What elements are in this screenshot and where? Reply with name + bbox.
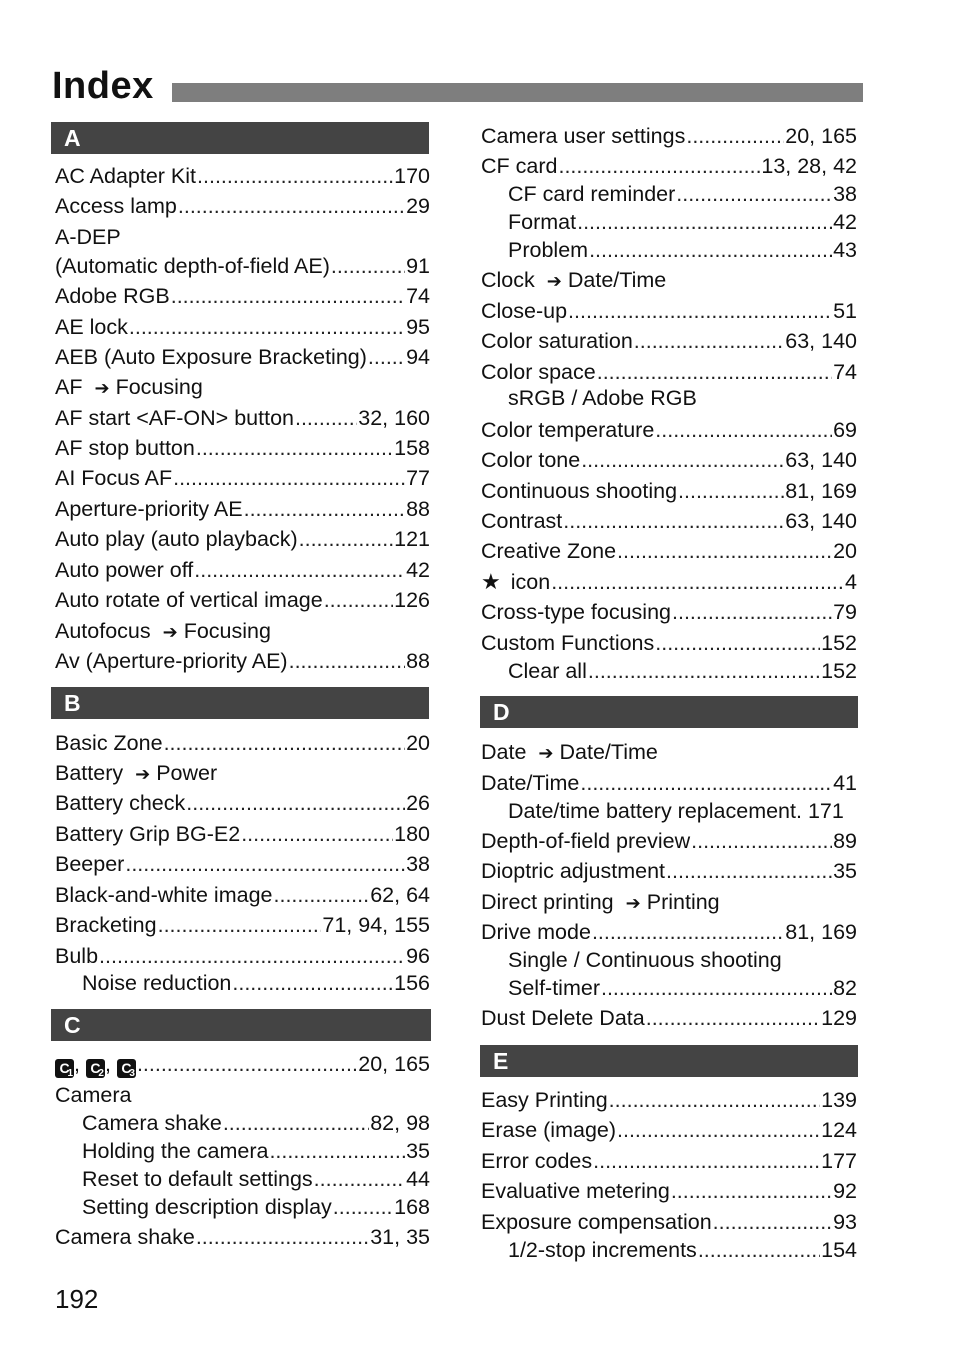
index-entry: Evaluative metering ..... 92 bbox=[481, 1178, 857, 1204]
index-entry: Camera shake ..... 31, 35 bbox=[55, 1224, 430, 1250]
index-entry-c-modes: C 1 , C 2 , C 3 ..... 20, 165 bbox=[55, 1051, 430, 1077]
index-entry: Clock ➔ Date/Time bbox=[481, 268, 667, 292]
index-entry: Camera bbox=[55, 1083, 132, 1107]
index-entry: AF ➔ Focusing bbox=[55, 375, 203, 399]
index-subentry: Reset to default settings ..... 44 bbox=[82, 1166, 430, 1192]
index-entry: Bracketing ..... 71, 94, 155 bbox=[55, 912, 430, 938]
index-entry: Color space ..... 74 bbox=[481, 359, 857, 385]
index-entry: CF card ..... 13, 28, 42 bbox=[481, 153, 857, 179]
index-entry: Dioptric adjustment ..... 35 bbox=[481, 858, 857, 884]
index-entry: AEB (Auto Exposure Bracketing) ..... 94 bbox=[55, 344, 430, 370]
index-subentry: 1/2-stop increments ..... 154 bbox=[508, 1237, 857, 1263]
index-entry: AC Adapter Kit ..... 170 bbox=[55, 163, 430, 189]
index-entry: Error codes ..... 177 bbox=[481, 1148, 857, 1174]
index-subentry: CF card reminder ..... 38 bbox=[508, 181, 857, 207]
section-header-e: E bbox=[480, 1045, 858, 1077]
index-entry: Battery check ..... 26 bbox=[55, 790, 430, 816]
index-subentry: Single / Continuous shooting bbox=[508, 948, 782, 972]
arrow-right-icon: ➔ bbox=[162, 622, 178, 642]
index-subentry: Problem ..... 43 bbox=[508, 237, 857, 263]
index-entry: Auto power off ..... 42 bbox=[55, 557, 430, 583]
index-entry: A-DEP bbox=[55, 225, 121, 249]
index-entry: Erase (image) ..... 124 bbox=[481, 1117, 857, 1143]
index-entry: AE lock ..... 95 bbox=[55, 314, 430, 340]
index-subentry: Setting description display ..... 168 bbox=[82, 1194, 430, 1220]
index-entry: ★ icon ..... 4 bbox=[481, 569, 857, 595]
index-entry: Bulb ..... 96 bbox=[55, 943, 430, 969]
page-title: Index bbox=[52, 65, 154, 107]
section-header-a: A bbox=[51, 122, 429, 154]
index-entry: Access lamp ..... 29 bbox=[55, 193, 430, 219]
custom-mode-icon: C 2 bbox=[86, 1059, 105, 1078]
index-entry: Direct printing ➔ Printing bbox=[481, 890, 720, 914]
index-entry: Battery ➔ Power bbox=[55, 761, 218, 785]
custom-mode-icon: C 3 bbox=[117, 1059, 136, 1078]
page-number: 192 bbox=[55, 1284, 99, 1314]
index-entry: Date/Time ..... 41 bbox=[481, 770, 857, 796]
index-entry: Easy Printing ..... 139 bbox=[481, 1087, 857, 1113]
index-entry: Adobe RGB ..... 74 bbox=[55, 283, 430, 309]
index-entry: Av (Aperture-priority AE) ..... 88 bbox=[55, 648, 430, 674]
section-header-d: D bbox=[480, 696, 858, 728]
index-entry: AF start <AF-ON> button ..... 32, 160 bbox=[55, 405, 430, 431]
index-entry: Custom Functions ..... 152 bbox=[481, 630, 857, 656]
section-header-b: B bbox=[51, 687, 429, 719]
section-header-c: C bbox=[51, 1009, 431, 1041]
index-entry: Color saturation ..... 63, 140 bbox=[481, 328, 857, 354]
index-entry: Dust Delete Data ..... 129 bbox=[481, 1005, 857, 1031]
index-entry: Autofocus ➔ Focusing bbox=[55, 619, 271, 643]
index-entry: Color tone ..... 63, 140 bbox=[481, 447, 857, 473]
index-subentry: Holding the camera ..... 35 bbox=[82, 1138, 430, 1164]
index-subentry: Clear all ..... 152 bbox=[508, 658, 857, 684]
index-entry: Contrast ..... 63, 140 bbox=[481, 508, 857, 534]
arrow-right-icon: ➔ bbox=[94, 378, 110, 398]
index-entry: Date ➔ Date/Time bbox=[481, 740, 658, 764]
index-entry: Cross-type focusing ..... 79 bbox=[481, 599, 857, 625]
arrow-right-icon: ➔ bbox=[538, 743, 554, 763]
index-entry: AF stop button ..... 158 bbox=[55, 435, 430, 461]
index-entry: Auto rotate of vertical image ..... 126 bbox=[55, 587, 430, 613]
index-subentry: Date/time battery replacement. 171 bbox=[508, 799, 844, 823]
index-entry: Color temperature ..... 69 bbox=[481, 417, 857, 443]
title-rule bbox=[172, 83, 863, 102]
index-entry: Basic Zone ..... 20 bbox=[55, 730, 430, 756]
index-subentry: Self-timer ..... 82 bbox=[508, 975, 857, 1001]
index-entry: (Automatic depth-of-field AE) ..... 91 bbox=[55, 253, 430, 279]
index-entry: AI Focus AF ..... 77 bbox=[55, 465, 430, 491]
index-entry: Creative Zone ..... 20 bbox=[481, 538, 857, 564]
index-subentry: Camera shake ..... 82, 98 bbox=[82, 1110, 430, 1136]
index-entry: Black-and-white image ..... 62, 64 bbox=[55, 882, 430, 908]
arrow-right-icon: ➔ bbox=[135, 764, 151, 784]
custom-mode-icon: C 1 bbox=[55, 1059, 74, 1078]
index-entry: Continuous shooting ..... 81, 169 bbox=[481, 478, 857, 504]
index-entry: Depth-of-field preview ..... 89 bbox=[481, 828, 857, 854]
index-entry: Battery Grip BG-E2 ..... 180 bbox=[55, 821, 430, 847]
index-entry: Drive mode ..... 81, 169 bbox=[481, 919, 857, 945]
index-entry: Camera user settings ..... 20, 165 bbox=[481, 123, 857, 149]
arrow-right-icon: ➔ bbox=[625, 893, 641, 913]
index-subentry: Format ..... 42 bbox=[508, 209, 857, 235]
index-entry: Aperture-priority AE ..... 88 bbox=[55, 496, 430, 522]
index-entry: Exposure compensation ..... 93 bbox=[481, 1209, 857, 1235]
index-entry: Auto play (auto playback) ..... 121 bbox=[55, 526, 430, 552]
index-subentry: Noise reduction ..... 156 bbox=[82, 970, 430, 996]
arrow-right-icon: ➔ bbox=[546, 271, 562, 291]
index-entry: Close-up ..... 51 bbox=[481, 298, 857, 324]
star-icon: ★ bbox=[481, 569, 501, 594]
index-entry: Beeper ..... 38 bbox=[55, 851, 430, 877]
index-subentry: sRGB / Adobe RGB bbox=[508, 386, 697, 410]
